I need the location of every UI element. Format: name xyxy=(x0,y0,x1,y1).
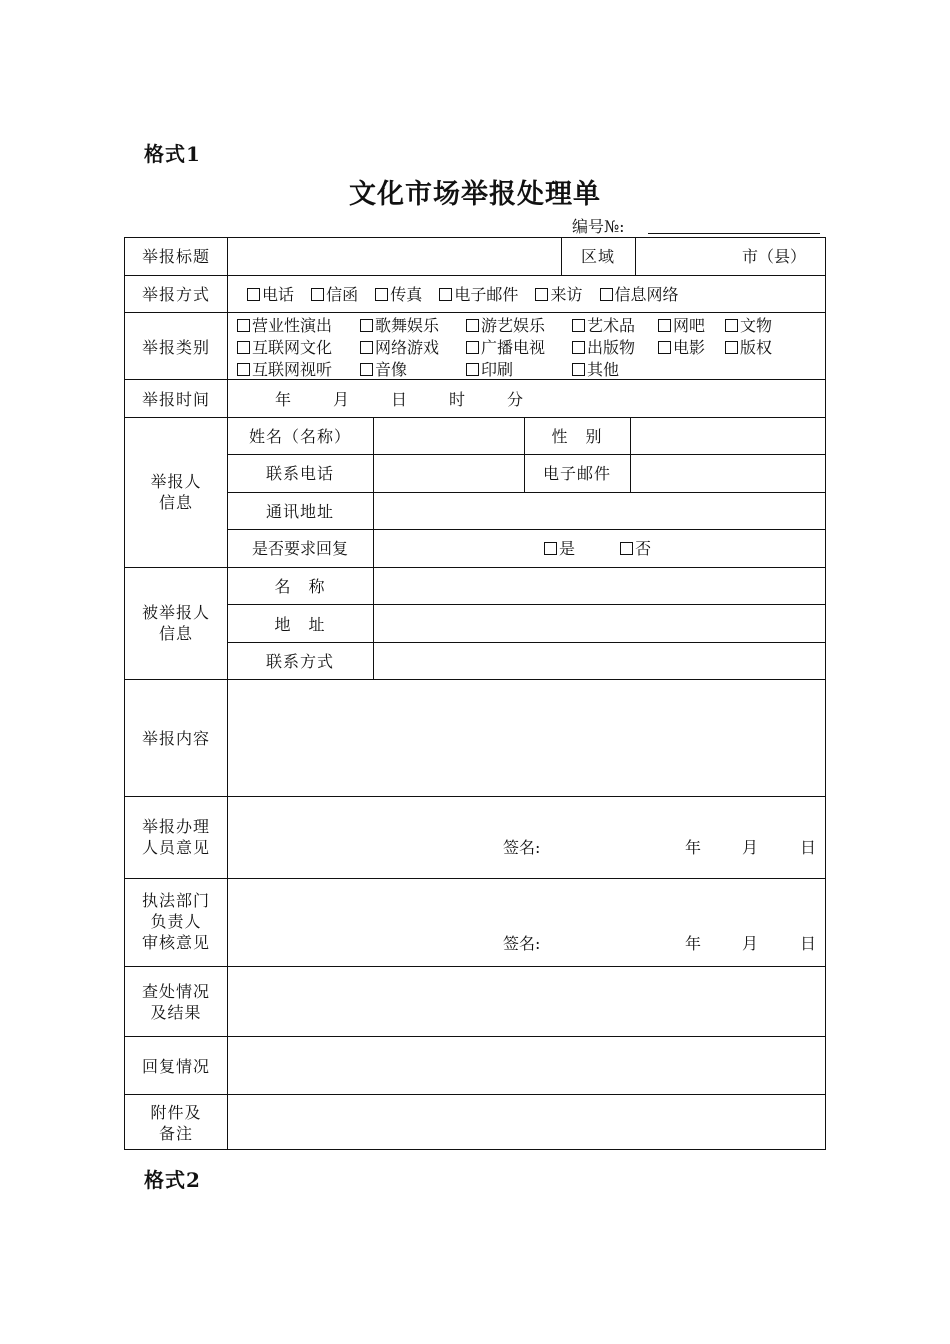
label-reply-required: 是否要求回复 xyxy=(251,539,348,558)
checkbox-icon xyxy=(360,341,373,354)
category-option[interactable]: 网络游戏 xyxy=(360,337,466,359)
label-report-content: 举报内容 xyxy=(141,729,210,748)
reporter-name-field[interactable] xyxy=(375,418,523,453)
label-handler-opinion: 举报办理 人员意见 xyxy=(141,817,210,857)
category-option[interactable]: 印刷 xyxy=(466,359,572,381)
checkbox-icon xyxy=(247,288,260,301)
category-option[interactable]: 版权 xyxy=(725,337,772,359)
checkbox-icon xyxy=(658,319,671,332)
reply-option-yes[interactable]: 是 xyxy=(544,538,575,559)
checkbox-icon xyxy=(535,288,548,301)
checkbox-icon xyxy=(237,319,250,332)
serial-number-field[interactable] xyxy=(648,233,820,234)
category-option[interactable]: 其他 xyxy=(572,359,619,381)
checkbox-icon xyxy=(375,288,388,301)
report-title-field[interactable] xyxy=(229,239,559,274)
time-unit-hour: 时 xyxy=(449,390,466,409)
label-reporter-info: 举报人 信息 xyxy=(150,472,202,512)
label-reporter-phone: 联系电话 xyxy=(265,464,334,483)
time-unit-day: 日 xyxy=(391,390,408,409)
method-option-letter[interactable]: 信函 xyxy=(311,284,358,305)
category-option[interactable]: 互联网文化 xyxy=(237,337,360,359)
category-options xyxy=(237,315,772,381)
handler-date-year: 年 xyxy=(685,838,702,857)
checkbox-icon xyxy=(600,288,613,301)
reporter-gender-field[interactable] xyxy=(632,418,824,453)
label-reporter-address: 通讯地址 xyxy=(265,502,334,521)
checkbox-icon xyxy=(725,341,738,354)
handler-date-day: 日 xyxy=(800,838,817,857)
checkbox-icon xyxy=(237,341,250,354)
reply-status-field[interactable] xyxy=(229,1037,824,1093)
category-option[interactable]: 网吧 xyxy=(658,315,725,337)
label-reply-status: 回复情况 xyxy=(141,1057,210,1076)
time-unit-year: 年 xyxy=(275,390,292,409)
label-region: 区域 xyxy=(580,247,615,266)
reporter-email-field[interactable] xyxy=(632,455,824,491)
reported-contact-field[interactable] xyxy=(375,643,824,678)
checkbox-icon xyxy=(572,319,585,332)
label-reporter-name: 姓名（名称） xyxy=(248,427,351,446)
investigation-result-field[interactable] xyxy=(229,967,824,1035)
time-unit-month: 月 xyxy=(333,390,350,409)
category-option[interactable]: 营业性演出 xyxy=(237,315,360,337)
category-option[interactable]: 电影 xyxy=(658,337,725,359)
label-enforcement-opinion: 执法部门 负责人 审核意见 xyxy=(141,891,210,952)
report-content-field[interactable] xyxy=(229,680,824,795)
label-report-category: 举报类别 xyxy=(141,338,210,357)
category-option[interactable]: 文物 xyxy=(725,315,772,337)
checkbox-icon xyxy=(572,363,585,376)
label-reported-name: 名 称 xyxy=(274,577,326,596)
checkbox-icon xyxy=(311,288,324,301)
format-2-label: 格式2 xyxy=(144,1168,201,1192)
category-option[interactable]: 艺术品 xyxy=(572,315,658,337)
reported-address-field[interactable] xyxy=(375,605,824,641)
enforcement-date-day: 日 xyxy=(800,934,817,953)
page-title: 文化市场举报处理单 xyxy=(349,179,601,210)
serial-number-label: 编号№: xyxy=(572,217,625,236)
label-reported-contact: 联系方式 xyxy=(265,652,334,671)
reporter-address-field[interactable] xyxy=(375,493,824,528)
method-options xyxy=(247,284,691,305)
checkbox-icon xyxy=(360,363,373,376)
format-1-label: 格式1 xyxy=(144,142,201,166)
label-report-title: 举报标题 xyxy=(141,247,210,266)
checkbox-icon xyxy=(466,341,479,354)
handler-date-month: 月 xyxy=(742,838,759,857)
checkbox-icon xyxy=(237,363,250,376)
checkbox-icon xyxy=(439,288,452,301)
label-reported-info: 被举报人 信息 xyxy=(141,603,210,643)
method-option-network[interactable]: 信息网络 xyxy=(600,284,679,305)
checkbox-icon xyxy=(620,542,633,555)
checkbox-icon xyxy=(360,319,373,332)
label-investigation-result: 查处情况 及结果 xyxy=(141,982,210,1022)
checkbox-icon xyxy=(725,319,738,332)
enforcement-date-year: 年 xyxy=(685,934,702,953)
category-option[interactable]: 出版物 xyxy=(572,337,658,359)
checkbox-icon xyxy=(466,319,479,332)
label-report-time: 举报时间 xyxy=(141,390,210,409)
category-option[interactable]: 游艺娱乐 xyxy=(466,315,572,337)
label-reporter-email: 电子邮件 xyxy=(542,464,611,483)
checkbox-icon xyxy=(466,363,479,376)
reply-required-options xyxy=(544,538,663,559)
method-option-fax[interactable]: 传真 xyxy=(375,284,422,305)
checkbox-icon xyxy=(572,341,585,354)
label-city-county: 市（县） xyxy=(742,247,807,266)
method-option-email[interactable]: 电子邮件 xyxy=(439,284,518,305)
time-unit-minute: 分 xyxy=(507,390,524,409)
method-option-phone[interactable]: 电话 xyxy=(247,284,294,305)
checkbox-icon xyxy=(544,542,557,555)
reporter-phone-field[interactable] xyxy=(375,455,523,491)
method-option-visit[interactable]: 来访 xyxy=(535,284,582,305)
category-option[interactable]: 歌舞娱乐 xyxy=(360,315,466,337)
reply-option-no[interactable]: 否 xyxy=(620,538,651,559)
enforcement-signature-label: 签名: xyxy=(503,934,541,953)
label-reporter-gender: 性 别 xyxy=(551,427,603,446)
reported-name-field[interactable] xyxy=(375,568,824,603)
category-option[interactable]: 音像 xyxy=(360,359,466,381)
checkbox-icon xyxy=(658,341,671,354)
category-option[interactable]: 广播电视 xyxy=(466,337,572,359)
label-report-method: 举报方式 xyxy=(141,285,210,304)
label-reported-address: 地 址 xyxy=(274,615,326,634)
handler-signature-label: 签名: xyxy=(503,838,541,857)
report-form-table xyxy=(124,237,826,1150)
label-attachments: 附件及 备注 xyxy=(150,1103,202,1143)
enforcement-date-month: 月 xyxy=(742,934,759,953)
attachments-field[interactable] xyxy=(229,1095,824,1148)
category-option[interactable]: 互联网视听 xyxy=(237,359,360,381)
